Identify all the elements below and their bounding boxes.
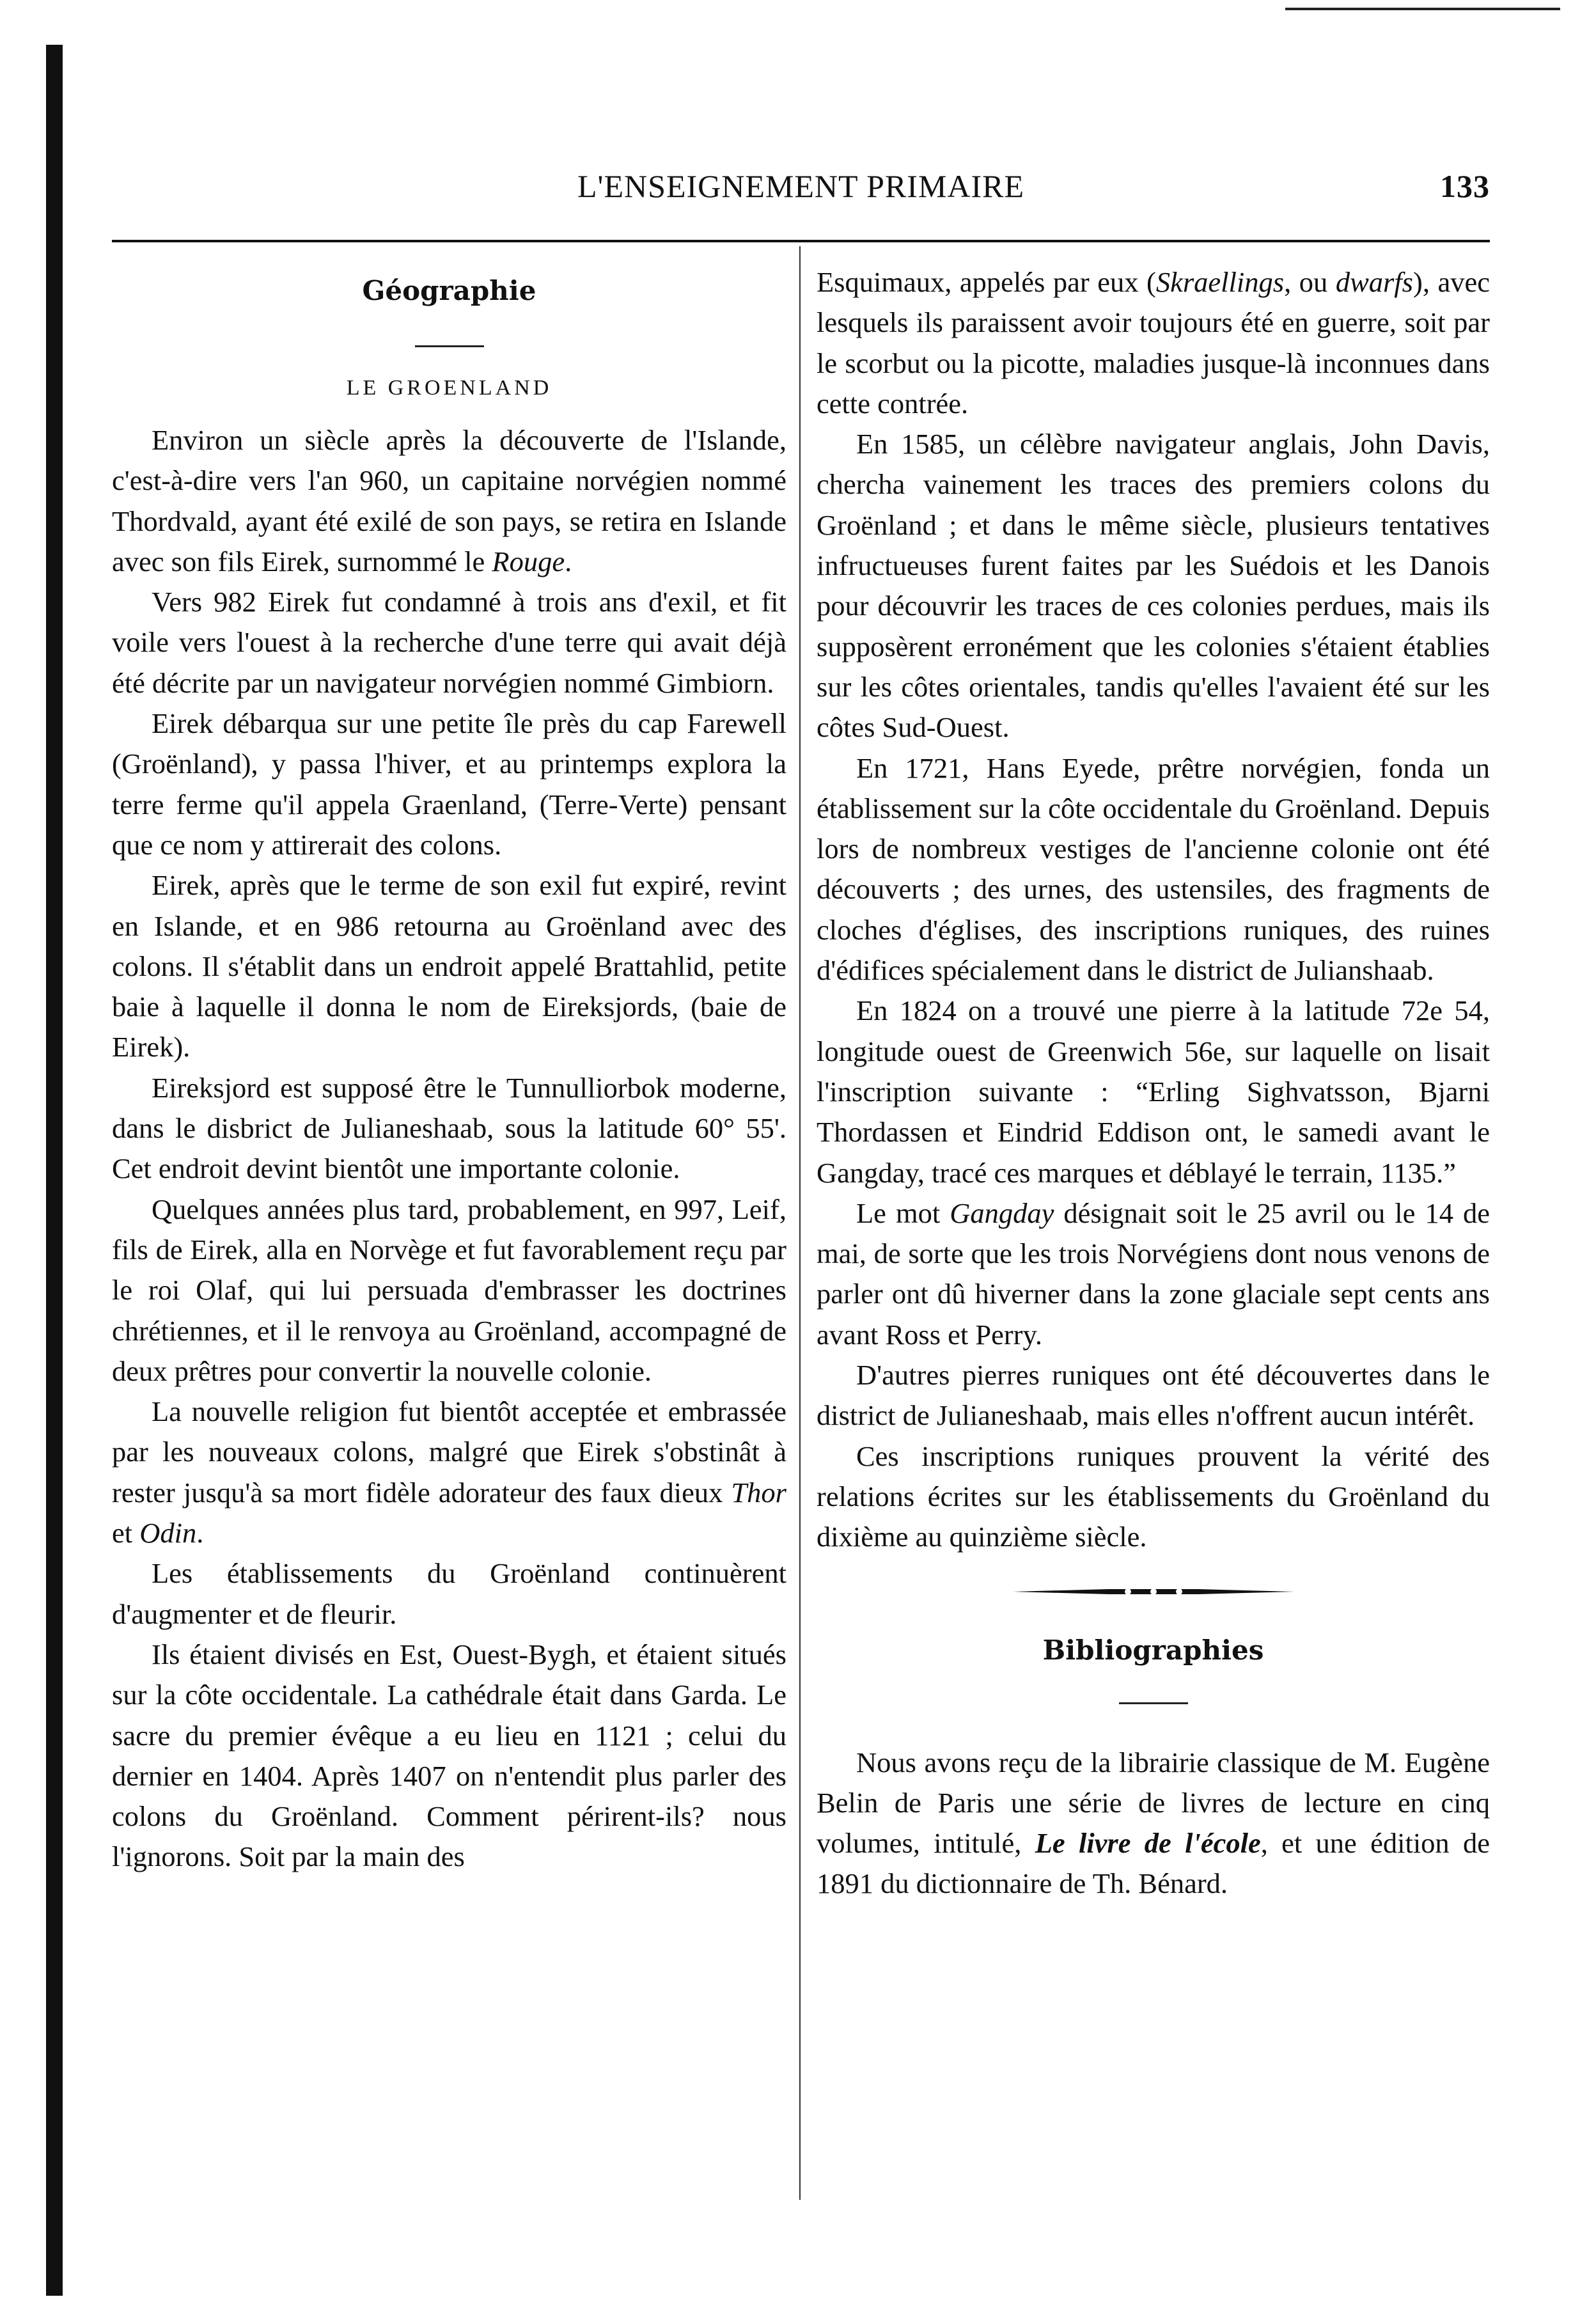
paragraph: Ils étaient divisés en Est, Ouest-Bygh, et étaient situés sur la côte occidentale. La cathédrale était dans Garda. Le sacre du premier évêque a eu lieu en 1121 ; celui du dernier en 1404. Après 1407 on n'entendit plus parler des colons du Groënland. Comment périrent-ils? nous l'ignorons. Soit par la main des xyxy=(112,1638,786,1873)
heading-rule xyxy=(1119,1702,1188,1704)
paragraph: En 1585, un célèbre navigateur anglais, John Davis, chercha vainement les traces des premiers colons du Groënland ; et dans le même siècle, plusieurs tentatives infructueuses furent faites par les Suédois et les Danois pour découvrir les traces de ces colonies perdues, mais ils supposèrent erronément que les colonies s'étaient établies sur les côtes orientales, tandis qu'elles l'avaient été sur les côtes Sud-Ouest. xyxy=(817,428,1490,744)
page-header xyxy=(112,168,1490,212)
paragraph: Eireksjord est supposé être le Tunnulliorbok moderne, dans le disbrict de Julianeshaab, sous la latitude 60° 55'. Cet endroit devint bientôt une importante colonie. xyxy=(112,1071,786,1185)
paragraph: Les établissements du Groënland continuèrent d'augmenter et de fleurir. xyxy=(112,1557,786,1630)
paragraph: Environ un siècle après la découverte de l'Islande, c'est-à-dire vers l'an 960, un capitaine norvégien nommé Thordvald, ayant été exilé de son pays, se retira en Islande avec son fils Eirek, surnommé le Rouge. xyxy=(112,424,786,577)
article-title: LE GROENLAND xyxy=(346,376,552,400)
paragraph: Esquimaux, appelés par eux (Skraellings, ou dwarfs), avec lesquels ils paraissent avoir toujours été en guerre, soit par le scorbut ou la picotte, maladies jusque-là inconnues dans cette contrée. xyxy=(817,266,1490,419)
binding-edge-bar xyxy=(46,45,63,2296)
paragraph: Le mot Gangday désignait soit le 25 avril ou le 14 de mai, de sorte que les trois Norvégiens dont nous venons de parler ont dû hiverner dans la zone glaciale sept cents ans avant Ross et Perry. xyxy=(817,1196,1490,1351)
paragraph: Eirek débarqua sur une petite île près du cap Farewell (Groënland), y passa l'hiver, et au printemps explora la terre ferme qu'il appela Graenland, (Terre-Verte) pensant que ce nom y attirerait des colons. xyxy=(112,707,786,861)
left-column xyxy=(112,262,786,1878)
paragraph: D'autres pierres runiques ont été découvertes dans le district de Julianeshaab, mais elles n'offrent aucun intérêt. xyxy=(817,1359,1490,1432)
paragraph: La nouvelle religion fut bientôt acceptée et embrassée par les nouveaux colons, malgré que Eirek s'obstinât à rester jusqu'à sa mort fidèle adorateur des faux dieux Thor et Odin. xyxy=(112,1395,786,1549)
paragraph: Vers 982 Eirek fut condamné à trois ans d'exil, et fit voile vers l'ouest à la recherche d'une terre qui avait déjà été décrite par un navigateur norvégien nommé Gimbiorn. xyxy=(112,586,786,699)
paragraph: En 1824 on a trouvé une pierre à la latitude 72e 54, longitude ouest de Greenwich 56e, sur laquelle on lisait l'inscription suivante : “Erling Sighvatsson, Bjarni Thordassen et Eindrid Eddison ont, le samedi avant le Gangday, tracé ces marques et déblayé le terrain, 1135.” xyxy=(817,994,1490,1189)
header-rule xyxy=(112,240,1490,242)
section-heading-bibliographies: Bibliographies xyxy=(1042,1634,1264,1666)
paragraph: En 1721, Hans Eyede, prêtre norvégien, fonda un établissement sur la côte occidentale du Groënland. Depuis lors de nombreux vestiges de l'ancienne colonie ont été découverts ; des urnes, des ustensiles, des fragments de cloches d'églises, des inscriptions runiques, des ruines d'édifices spécialement dans le district de Julianshaab. xyxy=(817,751,1490,987)
paragraph: Eirek, après que le terme de son exil fut expiré, revint en Islande, et en 986 retourna au Groënland avec des colons. Il s'établit dans un endroit appelé Brattahlid, petite baie à laquelle il donna le nom de Eireksjords, (baie de Eirek). xyxy=(112,869,786,1063)
paragraph: Ces inscriptions runiques prouvent la vérité des relations écrites sur les établissements du Groënland du dixième au quinzième siècle. xyxy=(817,1439,1490,1553)
column-divider xyxy=(799,246,801,2200)
section-heading-geographie: Géographie xyxy=(362,275,536,306)
heading-rule xyxy=(415,345,484,347)
right-column xyxy=(817,262,1490,1904)
page-number: 133 xyxy=(1440,168,1490,204)
running-title: L'ENSEIGNEMENT PRIMAIRE xyxy=(577,168,1025,204)
top-edge-rule xyxy=(1285,8,1560,10)
paragraph: Nous avons reçu de la librairie classique de M. Eugène Belin de Paris une série de livres de lecture en cinq volumes, intitulé, Le livre de l'école, et une édition de 1891 du dictionnaire de Th. Bénard. xyxy=(817,1746,1490,1900)
ornamental-divider xyxy=(1013,1587,1294,1596)
paragraph: Quelques années plus tard, probablement, en 997, Leif, fils de Eirek, alla en Norvège et fut favorablement reçu par le roi Olaf, qui lui persuada d'embrasser les doctrines chrétiennes, et il le renvoya au Groënland, accompagné de deux prêtres pour convertir la nouvelle colonie. xyxy=(112,1193,786,1387)
